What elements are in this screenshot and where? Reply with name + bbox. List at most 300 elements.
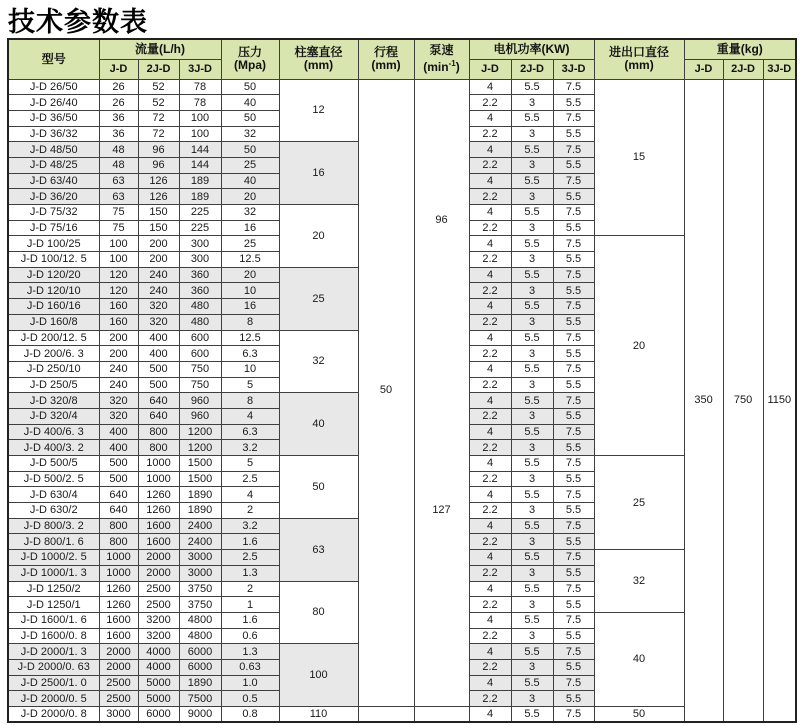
motor-power-cell: 2.2 <box>469 440 511 456</box>
motor-power-cell: 4 <box>469 236 511 252</box>
motor-power-cell: 2.2 <box>469 252 511 268</box>
motor-power-cell: 7.5 <box>553 675 594 691</box>
model-cell: J-D 200/12. 5 <box>8 330 99 346</box>
flow-value-cell: 750 <box>179 361 221 377</box>
flow-value-cell: 300 <box>179 252 221 268</box>
model-cell: J-D 630/2 <box>8 503 99 519</box>
pressure-cell: 20 <box>221 189 279 205</box>
page-title: 技术参数表 <box>8 7 148 37</box>
flow-value-cell: 960 <box>179 393 221 409</box>
motor-power-cell: 5.5 <box>511 675 553 691</box>
model-cell: J-D 48/25 <box>8 157 99 173</box>
flow-value-cell: 500 <box>99 456 138 472</box>
motor-power-cell: 2.2 <box>469 534 511 550</box>
pump-speed-cell-last <box>414 707 469 723</box>
motor-power-cell: 5.5 <box>553 597 594 613</box>
flow-value-cell: 96 <box>138 157 179 173</box>
flow-value-cell: 800 <box>99 518 138 534</box>
flow-value-cell: 48 <box>99 142 138 158</box>
motor-power-cell: 5.5 <box>553 95 594 111</box>
flow-value-cell: 1260 <box>138 503 179 519</box>
motor-power-cell: 4 <box>469 644 511 660</box>
pressure-cell: 1.6 <box>221 612 279 628</box>
flow-value-cell: 6000 <box>138 707 179 723</box>
flow-value-cell: 4000 <box>138 659 179 675</box>
motor-power-cell: 5.5 <box>511 110 553 126</box>
table-row <box>8 79 796 95</box>
flow-value-cell: 1200 <box>179 440 221 456</box>
motor-power-cell: 5.5 <box>511 236 553 252</box>
flow-value-cell: 1260 <box>138 487 179 503</box>
motor-power-cell: 3 <box>511 503 553 519</box>
flow-value-cell: 5000 <box>138 691 179 707</box>
flow-value-cell: 240 <box>138 267 179 283</box>
flow-value-cell: 5000 <box>138 675 179 691</box>
flow-value-cell: 600 <box>179 346 221 362</box>
motor-power-cell: 5.5 <box>553 126 594 142</box>
model-cell: J-D 1000/1. 3 <box>8 565 99 581</box>
model-cell: J-D 63/40 <box>8 173 99 189</box>
pressure-cell: 6.3 <box>221 346 279 362</box>
motor-power-cell: 5.5 <box>511 205 553 221</box>
motor-power-cell: 2.2 <box>469 597 511 613</box>
flow-value-cell: 320 <box>99 393 138 409</box>
flow-value-cell: 3750 <box>179 597 221 613</box>
flow-value-cell: 800 <box>138 440 179 456</box>
motor-power-cell: 5.5 <box>511 424 553 440</box>
model-cell: J-D 160/8 <box>8 314 99 330</box>
pressure-cell: 50 <box>221 79 279 95</box>
header-flow-2jd: 2J-D <box>138 59 179 79</box>
model-cell: J-D 500/2. 5 <box>8 471 99 487</box>
flow-value-cell: 2000 <box>99 644 138 660</box>
motor-power-cell: 4 <box>469 393 511 409</box>
flow-value-cell: 120 <box>99 283 138 299</box>
flow-value-cell: 72 <box>138 126 179 142</box>
pressure-cell: 4 <box>221 487 279 503</box>
flow-value-cell: 100 <box>99 236 138 252</box>
flow-value-cell: 2000 <box>138 565 179 581</box>
motor-power-cell: 5.5 <box>511 361 553 377</box>
motor-power-cell: 5.5 <box>511 79 553 95</box>
model-cell: J-D 36/32 <box>8 126 99 142</box>
flow-value-cell: 400 <box>99 440 138 456</box>
header-row-1 <box>8 39 796 59</box>
motor-power-cell: 5.5 <box>511 267 553 283</box>
motor-power-cell: 5.5 <box>511 299 553 315</box>
motor-power-cell: 2.2 <box>469 659 511 675</box>
flow-value-cell: 1600 <box>138 534 179 550</box>
header-model: 型号 <box>8 39 99 79</box>
pressure-cell: 40 <box>221 95 279 111</box>
flow-value-cell: 144 <box>179 142 221 158</box>
flow-value-cell: 100 <box>179 126 221 142</box>
motor-power-cell: 4 <box>469 299 511 315</box>
flow-value-cell: 78 <box>179 79 221 95</box>
model-cell: J-D 400/6. 3 <box>8 424 99 440</box>
flow-value-cell: 189 <box>179 189 221 205</box>
motor-power-cell: 5.5 <box>553 565 594 581</box>
motor-power-cell: 3 <box>511 471 553 487</box>
pressure-cell: 25 <box>221 157 279 173</box>
model-cell: J-D 48/50 <box>8 142 99 158</box>
pressure-cell: 16 <box>221 220 279 236</box>
header-speed-sup: -1 <box>448 59 456 69</box>
motor-power-cell: 7.5 <box>553 456 594 472</box>
motor-power-cell: 4 <box>469 707 511 723</box>
flow-value-cell: 3000 <box>99 707 138 723</box>
flow-value-cell: 600 <box>179 330 221 346</box>
model-cell: J-D 36/50 <box>8 110 99 126</box>
header-stroke-line1: 行程 <box>373 45 398 60</box>
model-cell: J-D 800/3. 2 <box>8 518 99 534</box>
model-cell: J-D 75/16 <box>8 220 99 236</box>
motor-power-cell: 7.5 <box>553 79 594 95</box>
model-cell: J-D 1250/1 <box>8 597 99 613</box>
flow-value-cell: 6000 <box>179 644 221 660</box>
motor-power-cell: 4 <box>469 550 511 566</box>
flow-value-cell: 320 <box>138 314 179 330</box>
motor-power-cell: 3 <box>511 691 553 707</box>
inlet-outlet-diameter-cell: 40 <box>594 612 684 706</box>
motor-power-cell: 4 <box>469 675 511 691</box>
motor-power-cell: 5.5 <box>553 252 594 268</box>
motor-power-cell: 5.5 <box>553 377 594 393</box>
table-body <box>8 79 796 722</box>
motor-power-cell: 7.5 <box>553 142 594 158</box>
motor-power-cell: 7.5 <box>553 361 594 377</box>
pressure-cell: 0.6 <box>221 628 279 644</box>
header-inlet-outlet-diameter <box>594 39 684 79</box>
header-stroke-line2: (mm) <box>371 58 401 73</box>
header-inlet-line2: (mm) <box>624 58 654 73</box>
motor-power-cell: 5.5 <box>553 503 594 519</box>
motor-power-cell: 3 <box>511 283 553 299</box>
motor-power-cell: 3 <box>511 252 553 268</box>
flow-value-cell: 3750 <box>179 581 221 597</box>
flow-value-cell: 2000 <box>99 659 138 675</box>
flow-value-cell: 240 <box>99 361 138 377</box>
motor-power-cell: 2.2 <box>469 628 511 644</box>
pressure-cell: 1 <box>221 597 279 613</box>
motor-power-cell: 3 <box>511 440 553 456</box>
header-pressure <box>221 39 279 79</box>
model-cell: J-D 160/16 <box>8 299 99 315</box>
flow-value-cell: 2500 <box>99 675 138 691</box>
plunger-diameter-cell: 16 <box>279 142 358 205</box>
flow-value-cell: 36 <box>99 110 138 126</box>
flow-value-cell: 800 <box>99 534 138 550</box>
flow-value-cell: 3000 <box>179 565 221 581</box>
flow-value-cell: 75 <box>99 205 138 221</box>
model-cell: J-D 320/4 <box>8 408 99 424</box>
flow-value-cell: 1000 <box>99 565 138 581</box>
motor-power-cell: 2.2 <box>469 95 511 111</box>
spec-table <box>7 38 797 723</box>
motor-power-cell: 2.2 <box>469 503 511 519</box>
motor-power-cell: 7.5 <box>553 707 594 723</box>
motor-power-cell: 5.5 <box>511 644 553 660</box>
header-motor-2jd: 2J-D <box>511 59 553 79</box>
model-cell: J-D 26/50 <box>8 79 99 95</box>
pressure-cell: 20 <box>221 267 279 283</box>
model-cell: J-D 2500/1. 0 <box>8 675 99 691</box>
motor-power-cell: 2.2 <box>469 157 511 173</box>
flow-value-cell: 960 <box>179 408 221 424</box>
inlet-outlet-diameter-cell: 25 <box>594 456 684 550</box>
motor-power-cell: 5.5 <box>511 550 553 566</box>
plunger-diameter-cell: 110 <box>279 707 358 723</box>
flow-value-cell: 48 <box>99 157 138 173</box>
motor-power-cell: 5.5 <box>553 471 594 487</box>
header-stroke <box>358 39 414 79</box>
flow-value-cell: 144 <box>179 157 221 173</box>
motor-power-cell: 7.5 <box>553 330 594 346</box>
flow-value-cell: 120 <box>99 267 138 283</box>
weight-cell: 750 <box>723 79 763 722</box>
header-flow-group: 流量(L/h) <box>99 39 221 59</box>
flow-value-cell: 500 <box>99 471 138 487</box>
flow-value-cell: 100 <box>179 110 221 126</box>
pressure-cell: 32 <box>221 126 279 142</box>
model-cell: J-D 1600/0. 8 <box>8 628 99 644</box>
motor-power-cell: 7.5 <box>553 487 594 503</box>
motor-power-cell: 7.5 <box>553 173 594 189</box>
header-flow-jd: J-D <box>99 59 138 79</box>
motor-power-cell: 2.2 <box>469 189 511 205</box>
model-cell: J-D 120/20 <box>8 267 99 283</box>
flow-value-cell: 640 <box>138 393 179 409</box>
inlet-outlet-diameter-cell: 32 <box>594 550 684 613</box>
motor-power-cell: 4 <box>469 424 511 440</box>
header-plunger-line1: 柱塞直径 <box>294 45 343 60</box>
pressure-cell: 32 <box>221 205 279 221</box>
model-cell: J-D 250/10 <box>8 361 99 377</box>
pressure-cell: 8 <box>221 393 279 409</box>
motor-power-cell: 4 <box>469 612 511 628</box>
motor-power-cell: 7.5 <box>553 110 594 126</box>
motor-power-cell: 4 <box>469 110 511 126</box>
model-cell: J-D 250/5 <box>8 377 99 393</box>
model-cell: J-D 500/5 <box>8 456 99 472</box>
flow-value-cell: 3000 <box>179 550 221 566</box>
flow-value-cell: 1890 <box>179 503 221 519</box>
stroke-value: 50 <box>379 383 393 396</box>
inlet-outlet-diameter-cell: 20 <box>594 236 684 456</box>
motor-power-cell: 3 <box>511 157 553 173</box>
pressure-cell: 3.2 <box>221 518 279 534</box>
motor-power-cell: 7.5 <box>553 550 594 566</box>
motor-power-cell: 3 <box>511 565 553 581</box>
header-plunger-line2: (mm) <box>303 58 334 73</box>
motor-power-cell: 5.5 <box>553 408 594 424</box>
plunger-diameter-cell: 20 <box>279 205 358 268</box>
flow-value-cell: 480 <box>179 299 221 315</box>
motor-power-cell: 5.5 <box>553 189 594 205</box>
flow-value-cell: 200 <box>99 346 138 362</box>
model-cell: J-D 120/10 <box>8 283 99 299</box>
motor-power-cell: 4 <box>469 330 511 346</box>
flow-value-cell: 640 <box>99 487 138 503</box>
motor-power-cell: 5.5 <box>511 487 553 503</box>
motor-power-cell: 2.2 <box>469 471 511 487</box>
motor-power-cell: 4 <box>469 267 511 283</box>
flow-value-cell: 360 <box>179 267 221 283</box>
flow-value-cell: 225 <box>179 220 221 236</box>
motor-power-cell: 2.2 <box>469 314 511 330</box>
model-cell: J-D 75/32 <box>8 205 99 221</box>
motor-power-cell: 7.5 <box>553 424 594 440</box>
header-weight-jd: J-D <box>684 59 723 79</box>
flow-value-cell: 72 <box>138 110 179 126</box>
flow-value-cell: 2400 <box>179 518 221 534</box>
plunger-diameter-cell: 80 <box>279 581 358 644</box>
motor-power-cell: 5.5 <box>511 707 553 723</box>
table-row <box>8 707 796 723</box>
pressure-cell: 3.2 <box>221 440 279 456</box>
header-pressure-line2: (Mpa) <box>234 58 266 73</box>
flow-value-cell: 126 <box>138 189 179 205</box>
motor-power-cell: 5.5 <box>511 142 553 158</box>
motor-power-cell: 5.5 <box>553 440 594 456</box>
motor-power-cell: 5.5 <box>553 220 594 236</box>
header-motor-jd: J-D <box>469 59 511 79</box>
motor-power-cell: 5.5 <box>553 283 594 299</box>
model-cell: J-D 800/1. 6 <box>8 534 99 550</box>
motor-power-cell: 4 <box>469 456 511 472</box>
flow-value-cell: 750 <box>179 377 221 393</box>
motor-power-cell: 3 <box>511 408 553 424</box>
motor-power-cell: 2.2 <box>469 220 511 236</box>
pump-speed-value: 127 <box>432 503 451 516</box>
model-cell: J-D 200/6. 3 <box>8 346 99 362</box>
motor-power-cell: 3 <box>511 126 553 142</box>
flow-value-cell: 320 <box>138 299 179 315</box>
motor-power-cell: 2.2 <box>469 691 511 707</box>
motor-power-cell: 7.5 <box>553 393 594 409</box>
motor-power-cell: 5.5 <box>511 330 553 346</box>
plunger-diameter-cell: 63 <box>279 518 358 581</box>
motor-power-cell: 2.2 <box>469 346 511 362</box>
flow-value-cell: 63 <box>99 189 138 205</box>
motor-power-cell: 7.5 <box>553 267 594 283</box>
model-cell: J-D 100/25 <box>8 236 99 252</box>
pressure-cell: 50 <box>221 142 279 158</box>
model-cell: J-D 400/3. 2 <box>8 440 99 456</box>
header-weight-group: 重量(kg) <box>684 39 796 59</box>
motor-power-cell: 4 <box>469 581 511 597</box>
pressure-cell: 10 <box>221 283 279 299</box>
model-cell: J-D 100/12. 5 <box>8 252 99 268</box>
pressure-cell: 0.63 <box>221 659 279 675</box>
motor-power-cell: 3 <box>511 628 553 644</box>
flow-value-cell: 26 <box>99 79 138 95</box>
flow-value-cell: 4000 <box>138 644 179 660</box>
motor-power-cell: 3 <box>511 220 553 236</box>
plunger-diameter-cell: 25 <box>279 267 358 330</box>
flow-value-cell: 400 <box>138 330 179 346</box>
flow-value-cell: 1500 <box>179 456 221 472</box>
flow-value-cell: 1000 <box>99 550 138 566</box>
flow-value-cell: 150 <box>138 220 179 236</box>
motor-power-cell: 7.5 <box>553 236 594 252</box>
motor-power-cell: 4 <box>469 173 511 189</box>
motor-power-cell: 7.5 <box>553 644 594 660</box>
model-cell: J-D 2000/0. 63 <box>8 659 99 675</box>
flow-value-cell: 1500 <box>179 471 221 487</box>
pressure-cell: 50 <box>221 110 279 126</box>
motor-power-cell: 3 <box>511 597 553 613</box>
flow-value-cell: 100 <box>99 252 138 268</box>
flow-value-cell: 2500 <box>138 581 179 597</box>
motor-power-cell: 5.5 <box>511 393 553 409</box>
flow-value-cell: 1260 <box>99 581 138 597</box>
motor-power-cell: 3 <box>511 314 553 330</box>
motor-power-cell: 4 <box>469 518 511 534</box>
motor-power-cell: 7.5 <box>553 299 594 315</box>
flow-value-cell: 150 <box>138 205 179 221</box>
flow-value-cell: 1890 <box>179 675 221 691</box>
header-pump-speed <box>414 39 469 79</box>
pressure-cell: 10 <box>221 361 279 377</box>
motor-power-cell: 7.5 <box>553 612 594 628</box>
weight-cell: 1150 <box>763 79 796 722</box>
pressure-cell: 1.3 <box>221 565 279 581</box>
flow-value-cell: 3200 <box>138 628 179 644</box>
stroke-cell-last <box>358 707 414 723</box>
flow-value-cell: 1200 <box>179 424 221 440</box>
model-cell: J-D 320/8 <box>8 393 99 409</box>
flow-value-cell: 2500 <box>138 597 179 613</box>
pressure-cell: 12.5 <box>221 252 279 268</box>
flow-value-cell: 480 <box>179 314 221 330</box>
header-speed-line2: $(\min^{-1})$ <box>423 59 460 75</box>
model-cell: J-D 2000/0. 8 <box>8 707 99 723</box>
flow-value-cell: 6000 <box>179 659 221 675</box>
flow-value-cell: 160 <box>99 314 138 330</box>
flow-value-cell: 1260 <box>99 597 138 613</box>
pressure-cell: 2.5 <box>221 471 279 487</box>
flow-value-cell: 320 <box>99 408 138 424</box>
motor-power-cell: 2.2 <box>469 565 511 581</box>
pressure-cell: 5 <box>221 377 279 393</box>
model-cell: J-D 1000/2. 5 <box>8 550 99 566</box>
pressure-cell: 8 <box>221 314 279 330</box>
table-header <box>8 39 796 79</box>
motor-power-cell: 7.5 <box>553 205 594 221</box>
motor-power-cell: 5.5 <box>553 346 594 362</box>
weight-cell: 350 <box>684 79 723 722</box>
header-weight-3jd: 3J-D <box>763 59 796 79</box>
flow-value-cell: 1000 <box>138 456 179 472</box>
pressure-cell: 6.3 <box>221 424 279 440</box>
header-pressure-line1: 压力 <box>237 45 262 60</box>
motor-power-cell: 5.5 <box>553 628 594 644</box>
flow-value-cell: 26 <box>99 95 138 111</box>
pressure-cell: 2 <box>221 581 279 597</box>
flow-value-cell: 7500 <box>179 691 221 707</box>
motor-power-cell: 3 <box>511 534 553 550</box>
model-cell: J-D 2000/0. 5 <box>8 691 99 707</box>
header-speed-line1: 泵速 <box>429 43 454 58</box>
model-cell: J-D 36/20 <box>8 189 99 205</box>
stroke-cell <box>358 79 414 707</box>
flow-value-cell: 4800 <box>179 612 221 628</box>
flow-value-cell: 9000 <box>179 707 221 723</box>
plunger-diameter-cell: 50 <box>279 456 358 519</box>
pressure-cell: 16 <box>221 299 279 315</box>
motor-power-cell: 4 <box>469 361 511 377</box>
